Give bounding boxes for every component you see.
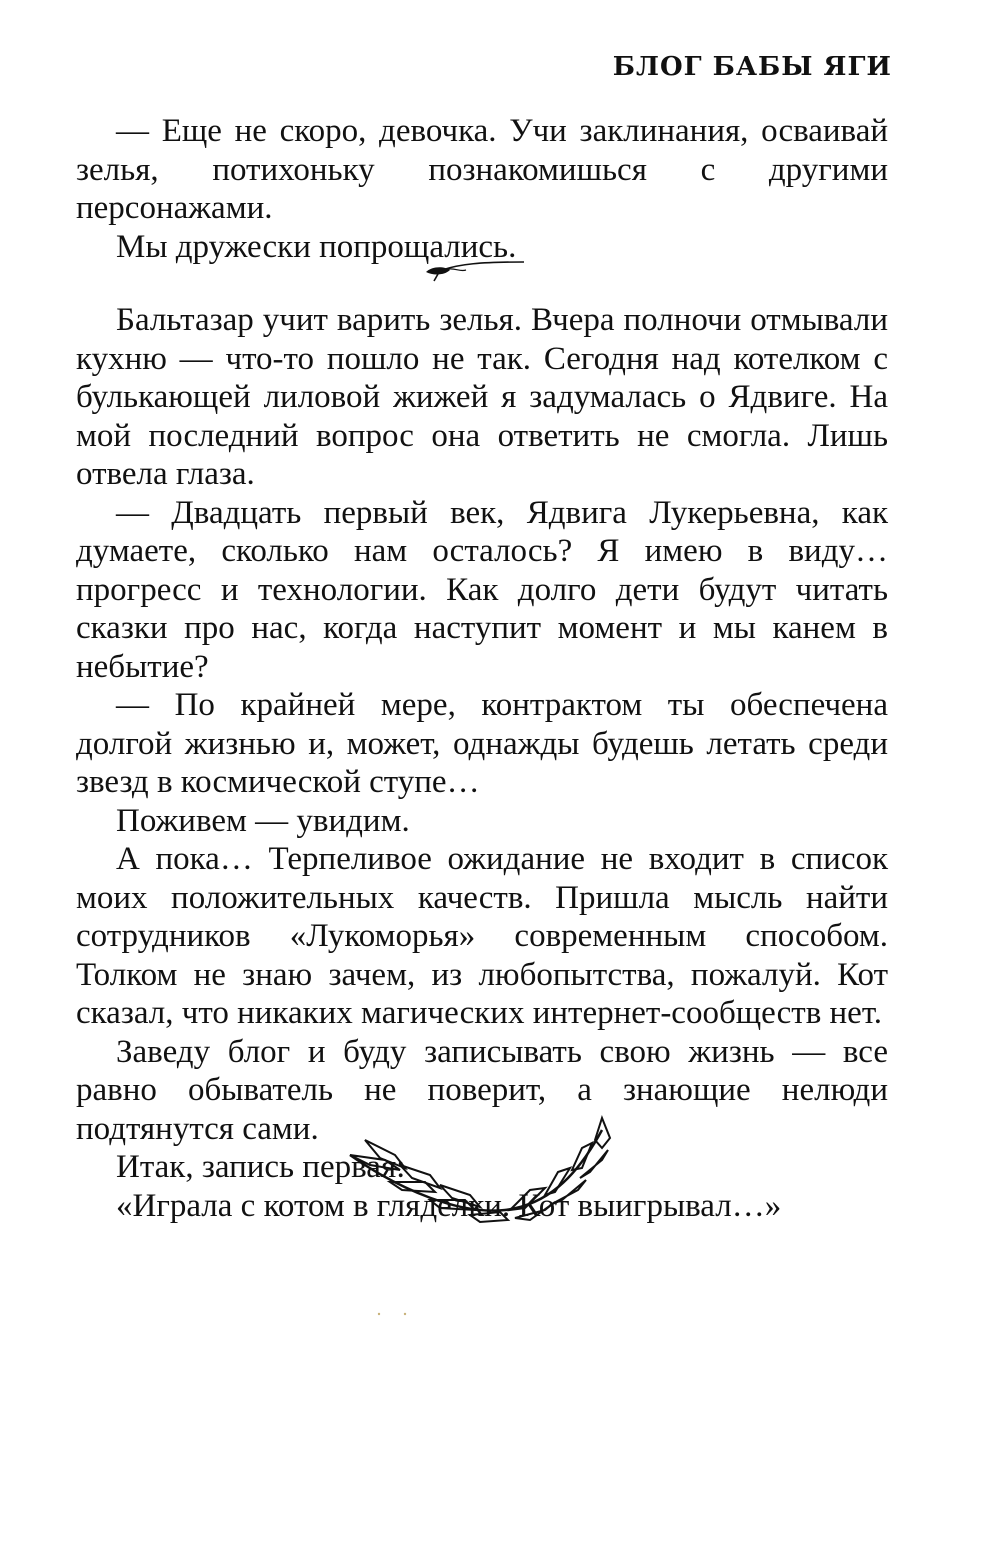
text-block-top xyxy=(76,112,888,266)
paragraph: — Двадцать первый век, Ядвига Лукерьевна, как думаете, сколько нам осталось? Я имею в виду… прогресс и технологии. Как долго дети будут читать сказки про нас, когда наступит момент и мы канем в небытие? xyxy=(76,494,888,685)
laurel-branch-icon xyxy=(340,1110,625,1235)
text-block-main xyxy=(76,301,888,1225)
quill-ornament-icon xyxy=(420,254,530,284)
paragraph: Мы дружески попрощались. xyxy=(116,228,517,265)
paragraph: Поживем — увидим. xyxy=(116,802,410,839)
paragraph: — По крайней мере, контрактом ты обеспечена долгой жизнью и, может, однажды будешь летать среди звезд в космической ступе… xyxy=(76,687,888,800)
paragraph: Итак, запись первая: xyxy=(116,1149,406,1185)
paragraph: Заведу блог и буду записывать свою жизнь — все равно обыватель не поверит, а знающие нелюди подтянутся сами. xyxy=(76,1033,888,1147)
paragraph: «Играла с котом в гляделки. Кот выигрывал…» xyxy=(116,1187,782,1224)
paragraph: А пока… Терпеливое ожидание не входит в список моих положительных качеств. Пришла мысль найти сотрудников «Лукоморья» современным способом. Толком не знаю зачем, из любопытства, пожалуй. Кот сказал, что никаких магических интернет-сообществ нет. xyxy=(76,841,888,1031)
paragraph: — Еще не скоро, девочка. Учи заклинания, осваивай зелья, потихоньку познакомишься с другими персонажами. xyxy=(76,113,888,226)
running-head: БЛОГ БАБЫ ЯГИ xyxy=(612,52,892,82)
paragraph: Бальтазар учит варить зелья. Вчера полночи отмывали кухню — что-то пошло не так. Сегодня над котелком с булькающей лиловой жижей я задумалась о Ядвиге. На мой последний вопрос она ответить не смогла. Лишь отвела глаза. xyxy=(76,302,888,492)
print-speck xyxy=(375,1312,415,1316)
